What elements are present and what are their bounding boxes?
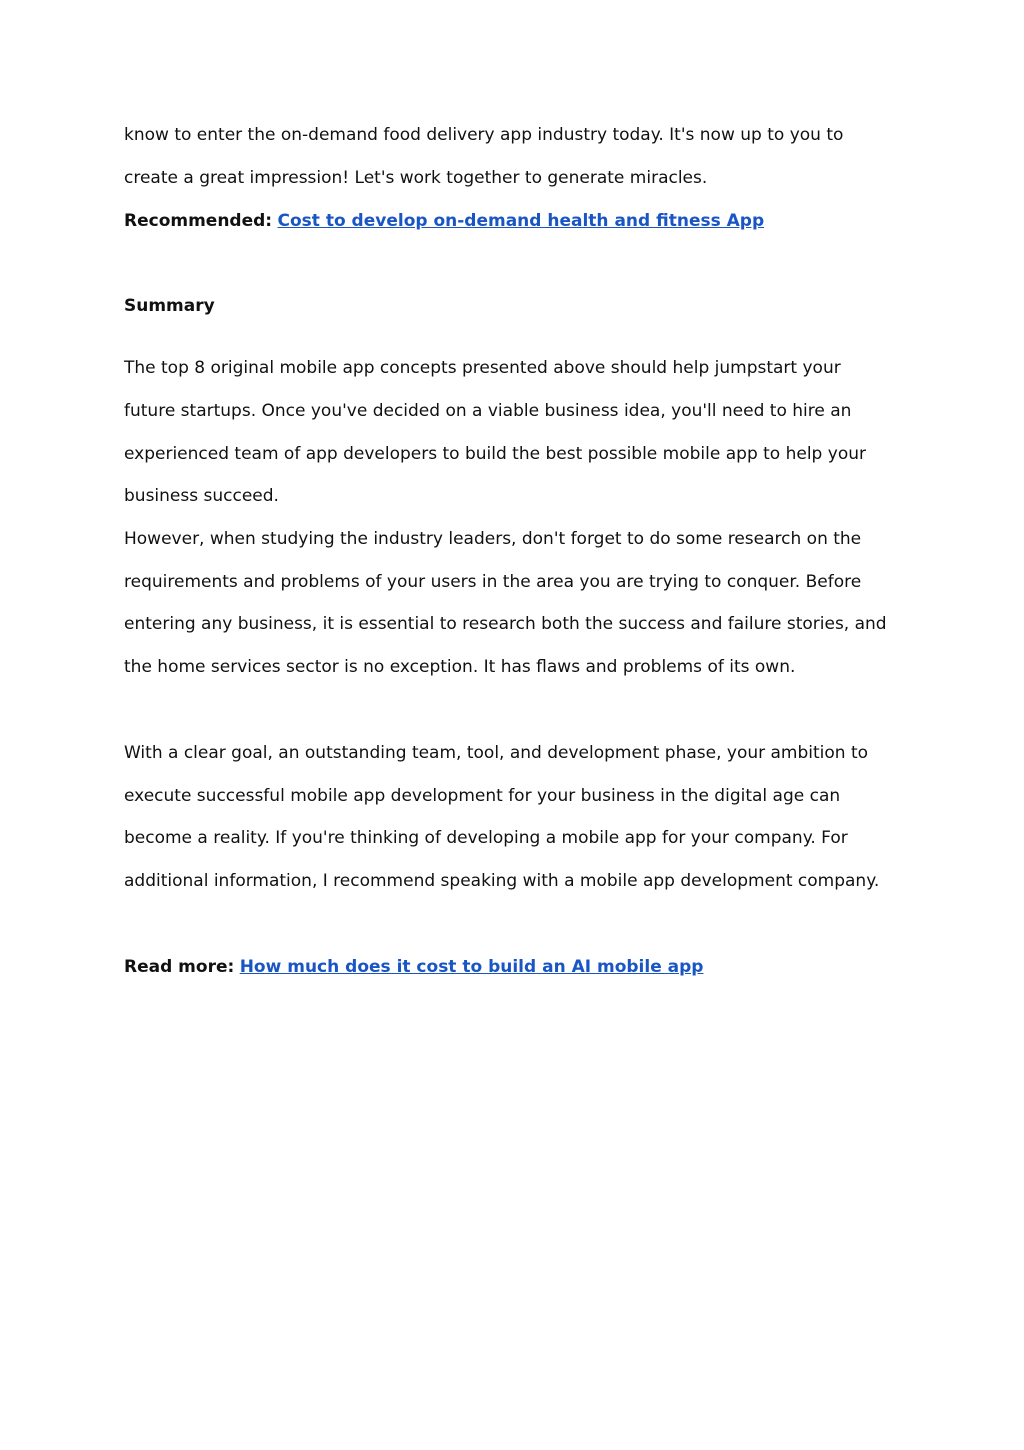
read-more-link[interactable]: How much does it cost to build an AI mobile app: [239, 957, 704, 977]
recommended-label: Recommended:: [124, 211, 273, 231]
read-more-label: Read more:: [124, 957, 235, 977]
summary-heading: Summary: [124, 296, 215, 316]
summary-p3-line-3: become a reality. If you're thinking of developing a mobile app for your company. For: [124, 828, 848, 848]
summary-p1-line-2: future startups. Once you've decided on a viable business idea, you'll need to hire an: [124, 401, 852, 421]
summary-p2-line-1: However, when studying the industry leaders, don't forget to do some research on the: [124, 529, 862, 549]
summary-p2-line-2: requirements and problems of your users in the area you are trying to conquer. Before: [124, 572, 862, 592]
summary-p3-line-2: execute successful mobile app development for your business in the digital age can: [124, 786, 841, 806]
read-more-line: [124, 956, 703, 978]
recommended-line: [124, 210, 764, 232]
recommended-link[interactable]: Cost to develop on-demand health and fitness App: [277, 211, 765, 231]
summary-p1-line-4: business succeed.: [124, 486, 279, 506]
summary-p3-line-4: additional information, I recommend speaking with a mobile app development company.: [124, 871, 880, 891]
intro-line-2: create a great impression! Let's work together to generate miracles.: [124, 168, 708, 188]
summary-p1-line-1: The top 8 original mobile app concepts presented above should help jumpstart your: [124, 358, 841, 378]
summary-p1-line-3: experienced team of app developers to build the best possible mobile app to help your: [124, 444, 866, 464]
summary-p3-line-1: With a clear goal, an outstanding team, tool, and development phase, your ambition to: [124, 743, 869, 763]
summary-p2-line-3: entering any business, it is essential to research both the success and failure stories, and: [124, 614, 887, 634]
intro-line-1: know to enter the on-demand food delivery app industry today. It's now up to you to: [124, 125, 844, 145]
summary-p2-line-4: the home services sector is no exception. It has flaws and problems of its own.: [124, 657, 796, 677]
